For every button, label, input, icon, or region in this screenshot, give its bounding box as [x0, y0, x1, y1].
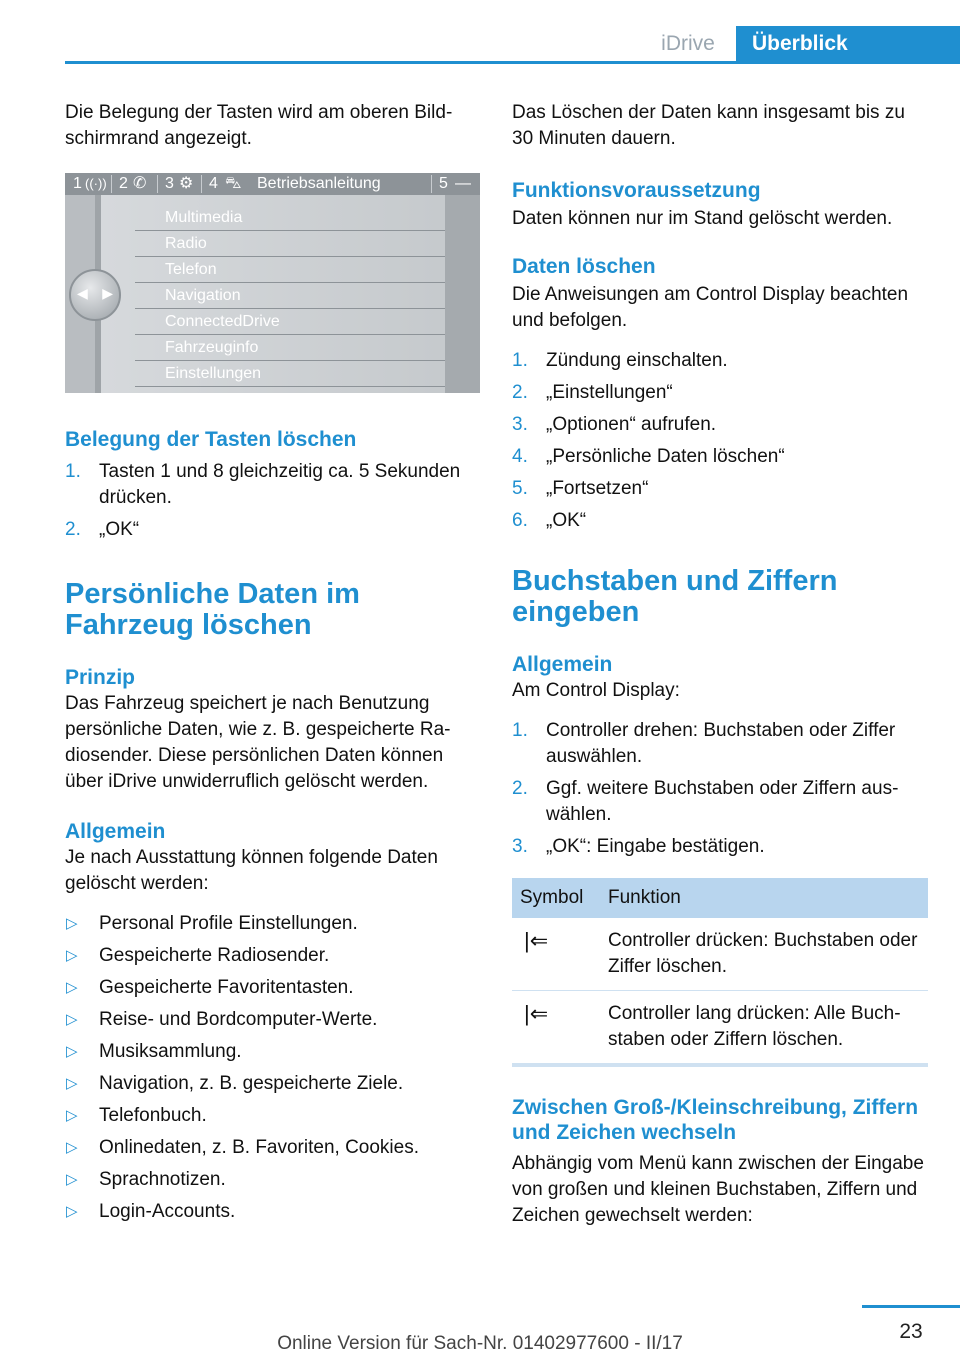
controller-knob-icon	[69, 269, 121, 321]
heading-prinzip: Prinzip	[65, 666, 136, 689]
list-item	[65, 943, 483, 969]
screen-right-rail	[445, 195, 480, 393]
column-header-funktion: Funktion	[600, 878, 928, 918]
triangle-bullet-icon: ▷	[66, 915, 78, 932]
heading-allgemein: Allgemein	[65, 820, 166, 843]
list-item-text: Navigation, z. B. gespeicherte Ziele.	[99, 1073, 404, 1094]
step-number: 1.	[65, 461, 81, 482]
list-item	[512, 380, 930, 406]
arrow-left-icon: ◀	[77, 285, 88, 301]
menu-item-fahrzeuginfo: Fahrzeuginfo	[135, 335, 445, 361]
heading-allgemein-right: Allgemein	[512, 653, 613, 676]
step-number: 3.	[512, 836, 528, 857]
button-4-label: 4	[209, 175, 218, 192]
divider	[111, 175, 112, 193]
button-2-label: 2	[119, 175, 128, 192]
daten-paragraph: Die Anweisungen am Control Display beachten und befolgen.	[512, 284, 909, 331]
list-item	[512, 348, 930, 374]
list-item	[512, 444, 930, 470]
table-row	[512, 918, 928, 991]
list-item	[512, 776, 930, 828]
triangle-bullet-icon: ▷	[66, 947, 78, 964]
step-text: „Fortsetzen“	[546, 478, 649, 499]
triangle-bullet-icon: ▷	[66, 1011, 78, 1028]
list-item	[512, 476, 930, 502]
delete-arrow-icon: |⇐	[524, 928, 549, 953]
step-text: „OK“	[546, 510, 587, 531]
belegung-steps	[65, 459, 483, 543]
table-cell: Controller lang drücken: Alle Buchstaben oder Ziffern löschen.	[600, 991, 928, 1066]
step-text: „Einstellungen“	[546, 382, 673, 403]
menu-item-telefon: Telefon	[135, 257, 445, 283]
list-item	[512, 508, 930, 534]
list-item	[65, 1039, 483, 1065]
control-display-paragraph: Am Control Display:	[512, 680, 680, 701]
menu-item-navigation: Navigation	[135, 283, 445, 309]
prinzip-paragraph: Das Fahrzeug speichert je nach Benutzung persönliche Daten, wie z. B. gespeicherte Radiosender. Diese persönlichen Daten können über iDrive unwiderruflich gelöscht werden.	[65, 693, 451, 792]
control-display-screenshot	[65, 173, 480, 393]
deletable-data-list	[65, 911, 483, 1225]
menu-item-connecteddrive: ConnectedDrive	[135, 309, 445, 335]
list-item	[65, 1103, 483, 1129]
triangle-bullet-icon: ▷	[66, 1107, 78, 1124]
car-icon: ⛍	[225, 175, 242, 192]
menu-item-einstellungen: Einstellungen	[135, 361, 445, 387]
list-item-text: Reise- und Bordcomputer-Werte.	[99, 1009, 378, 1030]
step-number: 2.	[512, 778, 528, 799]
list-item	[65, 517, 483, 543]
step-number: 1.	[512, 350, 528, 371]
list-item	[65, 1071, 483, 1097]
screen-button-bar	[65, 173, 480, 195]
step-number: 2.	[65, 519, 81, 540]
heading-daten-loeschen: Daten löschen	[512, 255, 656, 278]
funktion-paragraph: Daten können nur im Stand gelöscht werden.	[512, 208, 893, 229]
column-header-symbol: Symbol	[512, 878, 600, 918]
delete-arrow-icon: |⇐	[524, 1001, 549, 1026]
table-cell	[512, 918, 600, 991]
list-item	[65, 1135, 483, 1161]
zwischen-paragraph: Abhängig vom Menü kann zwischen der Eingabe von großen und kleinen Buchstaben, Ziffern und Zeichen gewechselt werden:	[512, 1153, 924, 1226]
divider	[431, 175, 432, 193]
heading-persoenliche-daten: Persönliche Daten im Fahrzeug löschen	[65, 578, 360, 641]
list-item-text: Telefonbuch.	[99, 1105, 207, 1126]
list-item-text: Gespeicherte Favoritentasten.	[99, 977, 354, 998]
heading-buchstaben-ziffern: Buchstaben und Ziffern eingeben	[512, 565, 838, 628]
triangle-bullet-icon: ▷	[66, 1075, 78, 1092]
menu-item-multimedia: Multimedia	[135, 205, 445, 231]
list-item	[512, 718, 930, 770]
table-cell: Controller drücken: Buchstaben oder Ziffer löschen.	[600, 918, 928, 991]
triangle-bullet-icon: ▷	[66, 1139, 78, 1156]
section-tab-idrive: iDrive	[661, 32, 715, 55]
table-row	[512, 991, 928, 1066]
gear-icon: ⚙	[179, 175, 194, 192]
list-item	[512, 834, 930, 860]
list-item	[65, 1007, 483, 1033]
step-text: Tasten 1 und 8 gleichzeitig ca. 5 Sekunden drücken.	[99, 461, 461, 508]
list-item	[65, 911, 483, 937]
list-item	[65, 975, 483, 1001]
radio-icon: ((·))	[85, 176, 107, 191]
step-text: „OK“	[99, 519, 140, 540]
step-text: „Optionen“ aufrufen.	[546, 414, 717, 435]
right-column	[512, 100, 930, 1229]
button-3-label: 3	[165, 175, 174, 192]
step-text: Controller drehen: Buchstaben oder Ziffer auswählen.	[546, 720, 896, 767]
heading-belegung: Belegung der Tasten löschen	[65, 428, 357, 451]
heading-funktionsvoraussetzung: Funktionsvoraussetzung	[512, 179, 761, 202]
table-header-row	[512, 878, 928, 918]
page-number: 23	[862, 1305, 960, 1344]
list-item	[65, 459, 483, 511]
intro-paragraph: Die Belegung der Tasten wird am oberen Bildschirmrand angezeigt.	[65, 102, 453, 149]
step-number: 1.	[512, 720, 528, 741]
header-rule	[65, 61, 960, 64]
list-item-text: Login-Accounts.	[99, 1201, 236, 1222]
list-item-text: Sprachnotizen.	[99, 1169, 226, 1190]
list-item-text: Personal Profile Einstellungen.	[99, 913, 358, 934]
triangle-bullet-icon: ▷	[66, 1203, 78, 1220]
list-item-text: Gespeicherte Radiosender.	[99, 945, 330, 966]
step-number: 6.	[512, 510, 528, 531]
step-text: „OK“: Eingabe bestätigen.	[546, 836, 765, 857]
step-number: 3.	[512, 414, 528, 435]
duration-paragraph: Das Löschen der Daten kann insgesamt bis zu 30 Minuten dauern.	[512, 102, 905, 149]
page-header	[0, 26, 960, 62]
button-5-label: 5	[439, 175, 448, 192]
eingabe-steps	[512, 718, 930, 860]
arrow-right-icon: ▶	[102, 285, 113, 301]
button-4-title: Betriebsanleitung	[257, 175, 381, 192]
daten-steps	[512, 348, 930, 534]
list-item	[65, 1167, 483, 1193]
step-number: 2.	[512, 382, 528, 403]
footer-text: Online Version für Sach-Nr. 01402977600 - II/17	[277, 1333, 683, 1354]
phone-icon: ✆	[133, 175, 147, 192]
allgemein-paragraph: Je nach Ausstattung können folgende Daten gelöscht werden:	[65, 847, 438, 894]
list-item	[512, 412, 930, 438]
triangle-bullet-icon: ▷	[66, 1171, 78, 1188]
list-item	[65, 1199, 483, 1225]
symbol-function-table	[512, 878, 928, 1067]
triangle-bullet-icon: ▷	[66, 1043, 78, 1060]
list-item-text: Musiksammlung.	[99, 1041, 242, 1062]
divider	[201, 175, 202, 193]
menu-item-radio: Radio	[135, 231, 445, 257]
section-tab-ueberblick: Überblick	[736, 26, 960, 61]
list-item-text: Onlinedaten, z. B. Favoriten, Cookies.	[99, 1137, 419, 1158]
divider	[157, 175, 158, 193]
step-text: Ggf. weitere Buchstaben oder Ziffern auswählen.	[546, 778, 899, 825]
button-1-label: 1	[73, 175, 82, 192]
left-column	[65, 100, 483, 1231]
table-cell	[512, 991, 600, 1066]
step-text: „Persönliche Daten löschen“	[546, 446, 785, 467]
triangle-bullet-icon: ▷	[66, 979, 78, 996]
heading-zwischen-schreibung: Zwischen Groß-/Kleinschreibung, Ziffern und Zeichen wechseln	[512, 1096, 919, 1144]
dash-icon: —	[455, 175, 471, 192]
step-text: Zündung einschalten.	[546, 350, 728, 371]
step-number: 4.	[512, 446, 528, 467]
step-number: 5.	[512, 478, 528, 499]
